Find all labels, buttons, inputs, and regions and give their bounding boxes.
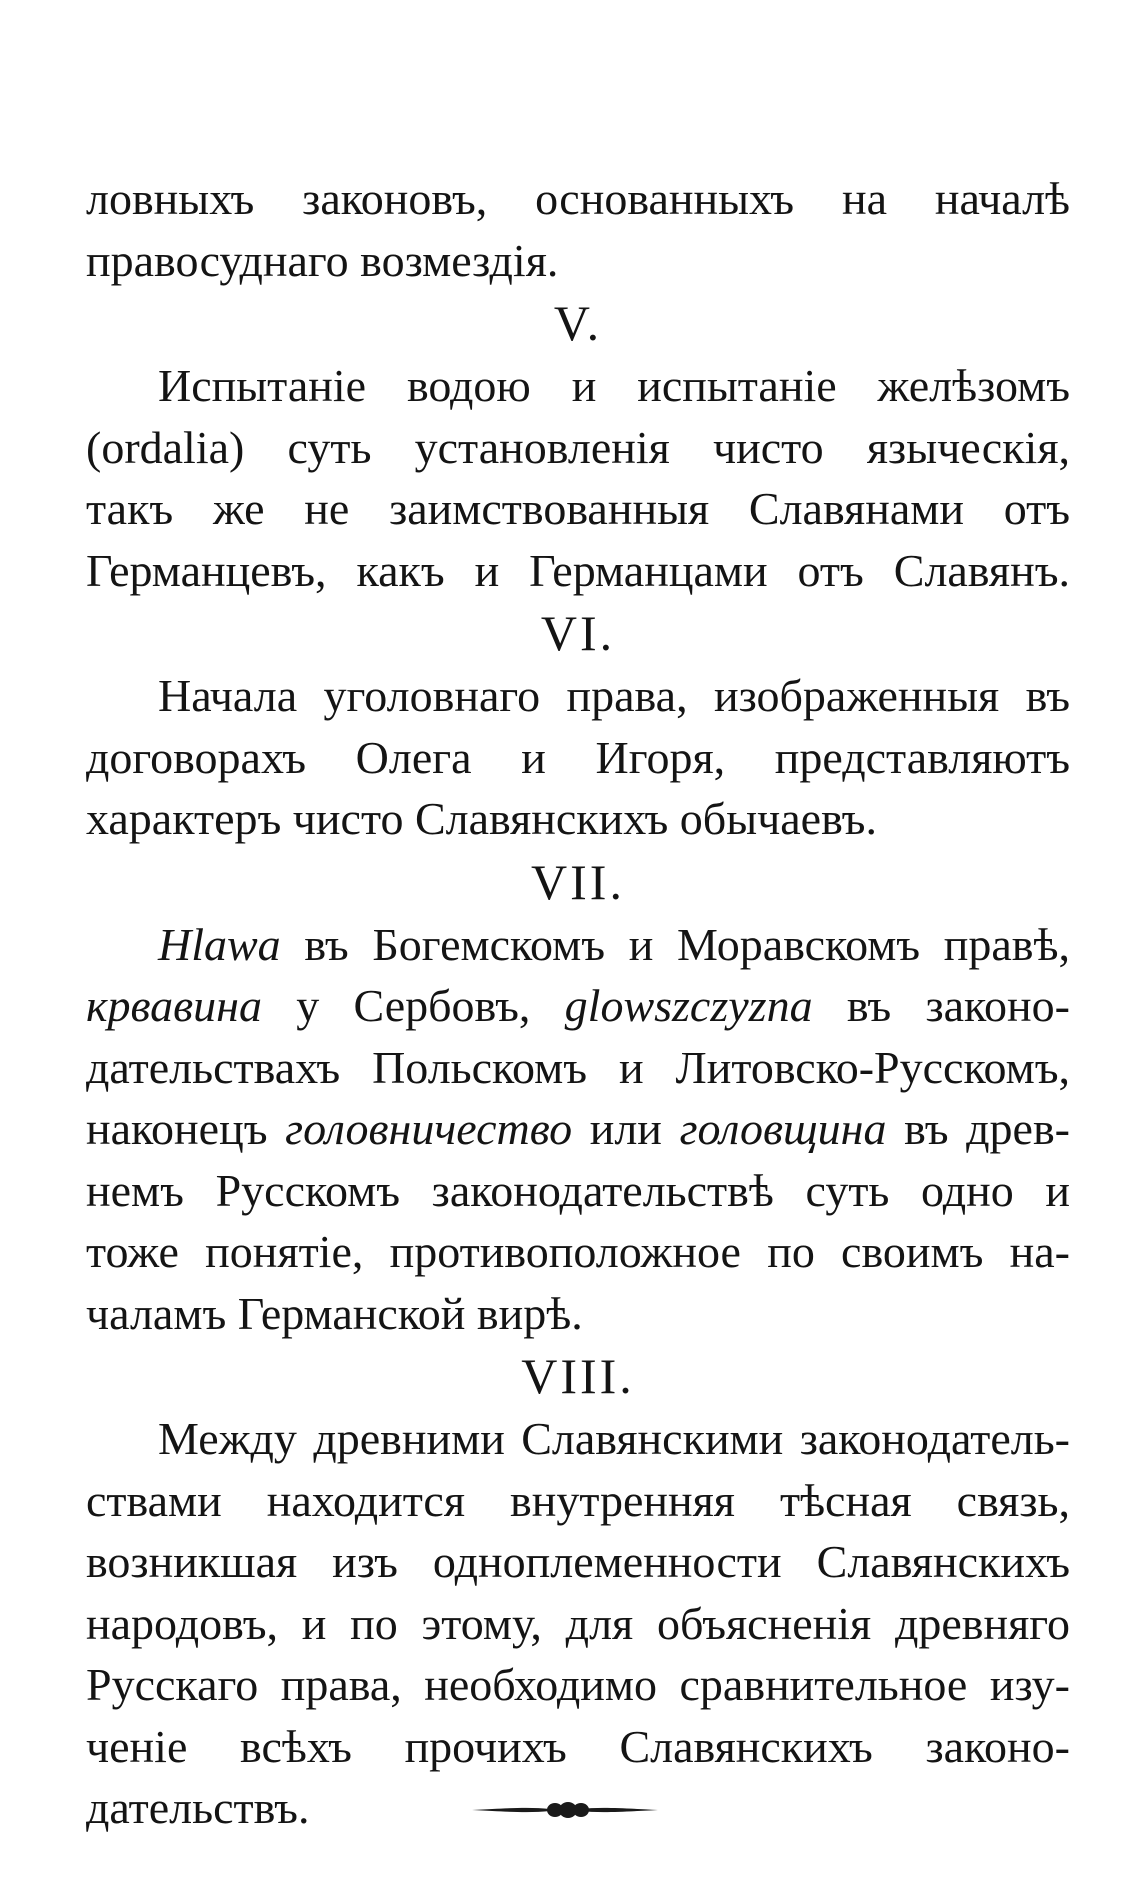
text-line: правосуднаго возмездія. [86,234,559,286]
section-heading-vi: VI. [540,605,616,661]
text-line: чаламъ Германской вирѣ. [86,1287,583,1339]
text-line: Между древними Славянскими законодатель- [158,1413,1070,1464]
text-line: Начала уголовнаго права, изображенныя въ [158,670,1070,721]
italic-term: glowszczyzna [564,980,813,1031]
text-line: ченіе всѣхъ прочихъ Славянскихъ законо- [86,1720,1070,1772]
page-text [86,168,1070,1839]
text-run: въ древ- [886,1103,1070,1154]
italic-term: Hlawa [158,918,281,970]
text-line: тоже понятіе, противоположное по своимъ на- [86,1226,1070,1277]
text-line: характеръ чисто Славянскихъ обычаевъ. [86,793,877,844]
text-line: ловныхъ законовъ, основанныхъ на началѣ [86,173,1070,224]
italic-term: головничество [285,1103,573,1154]
text-line [86,975,1070,1037]
text-line: (ordalia) суть установленія чисто языческія, [86,421,1070,473]
text-line: Испытаніе водою и испытаніе желѣзомъ [158,360,1070,411]
text-line: дательствъ. [86,1782,310,1833]
section-heading-viii: VIII. [521,1348,635,1404]
text-line: договорахъ Олега и Игоря, представляютъ [86,731,1070,783]
text-run: или [572,1103,680,1154]
section-heading-v: V. [553,295,603,351]
text-line [86,914,1070,976]
text-run: въ законо- [812,980,1070,1031]
text-line: немъ Русскомъ законодательствѣ суть одно и [86,1164,1070,1216]
section-heading-vii: VII. [531,853,625,910]
text-line: возникшая изъ одноплеменности Славянскихъ [86,1536,1070,1587]
text-run: въ Богемскомъ и Моравскомъ правѣ, [280,918,1070,970]
text-line: Русскаго права, необходимо сравнительное изу- [86,1659,1070,1710]
text-line: народовъ, и по этому, для объясненія древняго [86,1597,1070,1649]
italic-term: головщина [679,1103,887,1154]
text-line: ствами находится внутренняя тѣсная связь, [86,1474,1070,1526]
text-run: наконецъ [86,1103,286,1154]
italic-term: крвавина [86,980,262,1031]
text-line [86,1098,1070,1160]
text-run: у Сербовъ, [261,980,565,1031]
ornament-divider-icon [470,1798,660,1822]
text-line: дательствахъ Польскомъ и Литовско-Русскомъ, [86,1041,1070,1093]
text-line: такъ же не заимствованныя Славянами отъ [86,483,1070,534]
text-line: Германцевъ, какъ и Германцами отъ Славянъ. [86,544,1070,596]
